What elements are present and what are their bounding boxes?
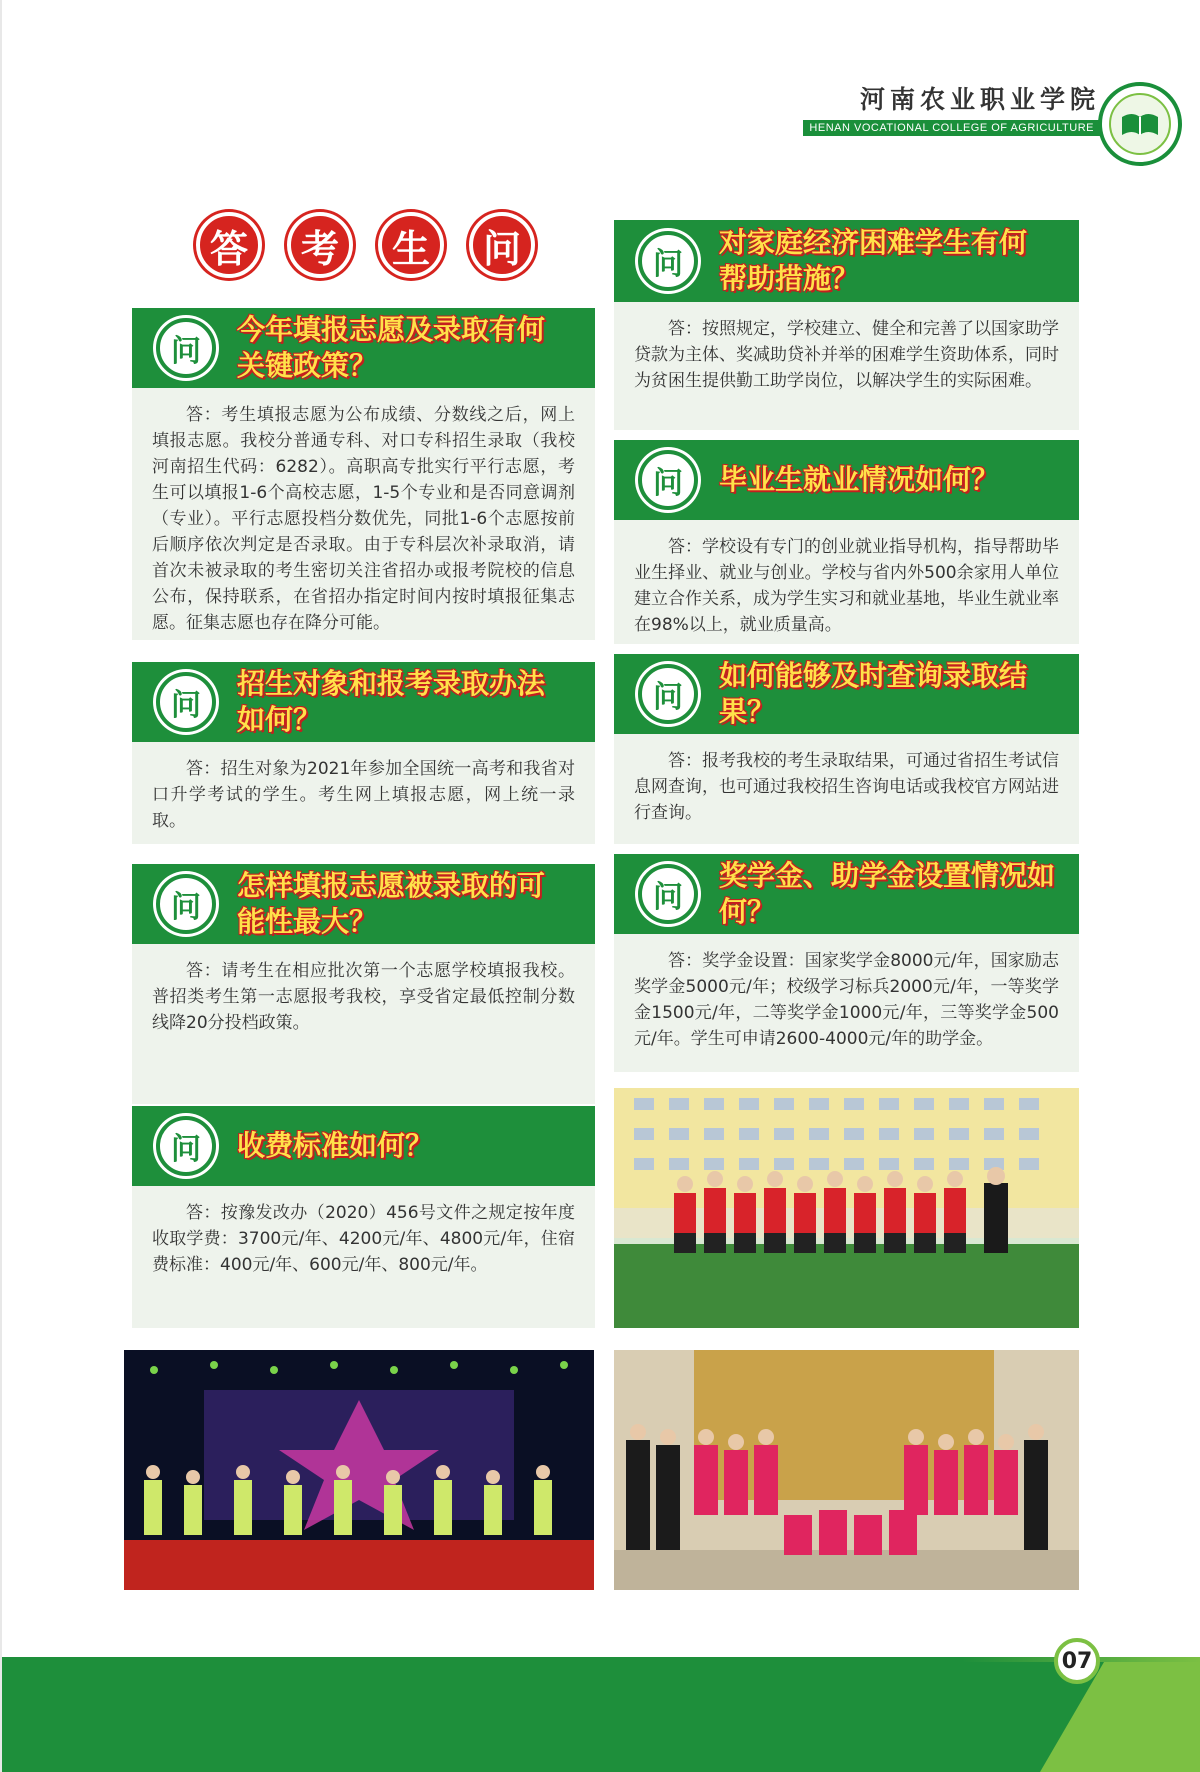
photo-football-team — [614, 1088, 1079, 1328]
college-name-cn: 河南农业职业学院 — [859, 85, 1100, 114]
question-icon: 问 — [156, 874, 216, 934]
book-emblem-icon — [1109, 93, 1171, 155]
question-icon: 问 — [156, 672, 216, 732]
question-icon: 问 — [638, 664, 698, 724]
qa-card-admission-odds — [132, 864, 595, 1104]
question-icon: 问 — [638, 450, 698, 510]
question-title: 收费标准如何？ — [237, 1129, 434, 1162]
photo-stage-performance — [124, 1350, 594, 1590]
question-header — [132, 308, 595, 388]
question-title: 奖学金、助学金设置情况如何？ — [719, 859, 1056, 928]
answer-text: 答：考生填报志愿为公布成绩、分数线之后，网上填报志愿。我校分普通专科、对口专科招生录取（我校河南招生代码：6282）。高职高专批实行平行志愿，考生可以填报1-6个高校志愿，1-5个专业和是否同意调剂（专业）。平行志愿投档分数优先，同批1-6个志愿按前后顺序依次判定是否录取。由于专科层次补录取消，请首次未被录取的考生密切关注省招办或报考院校的信息公布，保持联系，在省招办指定时间内按时填报征集志愿。征集志愿也存在降分可能。 — [152, 405, 575, 633]
question-title: 怎样填报志愿被录取的可 能性最大？ — [237, 869, 546, 938]
qa-card-enrollment — [132, 662, 595, 844]
question-title: 今年填报志愿及录取有何 关键政策？ — [237, 313, 546, 382]
photo-etiquette-team — [614, 1350, 1079, 1590]
question-header — [614, 440, 1079, 520]
title-char: 考 — [287, 212, 353, 278]
qa-card-results-query — [614, 654, 1079, 844]
question-icon: 问 — [638, 231, 698, 291]
college-name-en: HENAN VOCATIONAL COLLEGE OF AGRICULTURE — [803, 120, 1100, 136]
question-title: 招生对象和报考录取办法 如何？ — [237, 667, 546, 736]
answer-text: 答：招生对象为2021年参加全国统一高考和我省对口升学考试的学生。考生网上填报志愿，网上统一录取。 — [152, 759, 575, 831]
question-header — [614, 220, 1079, 302]
qa-card-fees — [132, 1106, 595, 1328]
answer-text: 答：报考我校的考生录取结果，可通过省招生考试信息网查询，也可通过我校招生咨询电话或我校官方网站进行查询。 — [634, 751, 1059, 823]
question-title: 对家庭经济困难学生有何 帮助措施？ — [719, 226, 1028, 295]
question-header — [614, 654, 1079, 734]
answer-text: 答：学校设有专门的创业就业指导机构，指导帮助毕业生择业、就业与创业。学校与省内外500余家用人单位建立合作关系，成为学生实习和就业基地，毕业生就业率在98%以上，就业质量高。 — [634, 537, 1059, 635]
title-char: 生 — [378, 212, 444, 278]
page-title — [196, 212, 535, 278]
question-header — [132, 662, 595, 742]
question-icon: 问 — [156, 1116, 216, 1176]
page-number: 07 — [1054, 1638, 1100, 1684]
answer-text: 答：按豫发改办（2020）456号文件之规定按年度收取学费：3700元/年、4200元/年、4800元/年，住宿费标准：400元/年、600元/年、800元/年。 — [152, 1203, 575, 1275]
answer-text: 答：按照规定，学校建立、健全和完善了以国家助学贷款为主体、奖减助贷补并举的困难学生资助体系，同时为贫困生提供勤工助学岗位，以解决学生的实际困难。 — [634, 319, 1059, 391]
footer-band — [2, 1662, 1200, 1772]
answer-text: 答：请考生在相应批次第一个志愿学校填报我校。普招类考生第一志愿报考我校，享受省定最低控制分数线降20分投档政策。 — [152, 961, 575, 1033]
college-seal-icon — [1098, 82, 1182, 166]
question-header — [614, 854, 1079, 934]
qa-card-employment — [614, 440, 1079, 644]
question-title: 如何能够及时查询录取结果？ — [719, 659, 1028, 728]
college-header — [803, 80, 1100, 136]
answer-text: 答：奖学金设置：国家奖学金8000元/年，国家励志奖学金5000元/年；校级学习标兵2000元/年，一等奖学金1500元/年，二等奖学金1000元/年，三等奖学金500元/年。学生可申请2600-4000元/年的助学金。 — [634, 951, 1059, 1049]
qa-card-scholarship — [614, 854, 1079, 1072]
question-title: 毕业生就业情况如何？ — [719, 463, 1000, 496]
qa-card-policy — [132, 308, 595, 640]
title-char: 答 — [196, 212, 262, 278]
question-icon: 问 — [638, 864, 698, 924]
title-char: 问 — [469, 212, 535, 278]
question-header — [132, 864, 595, 944]
question-icon: 问 — [156, 318, 216, 378]
qa-card-financial-aid — [614, 220, 1079, 430]
question-header — [132, 1106, 595, 1186]
